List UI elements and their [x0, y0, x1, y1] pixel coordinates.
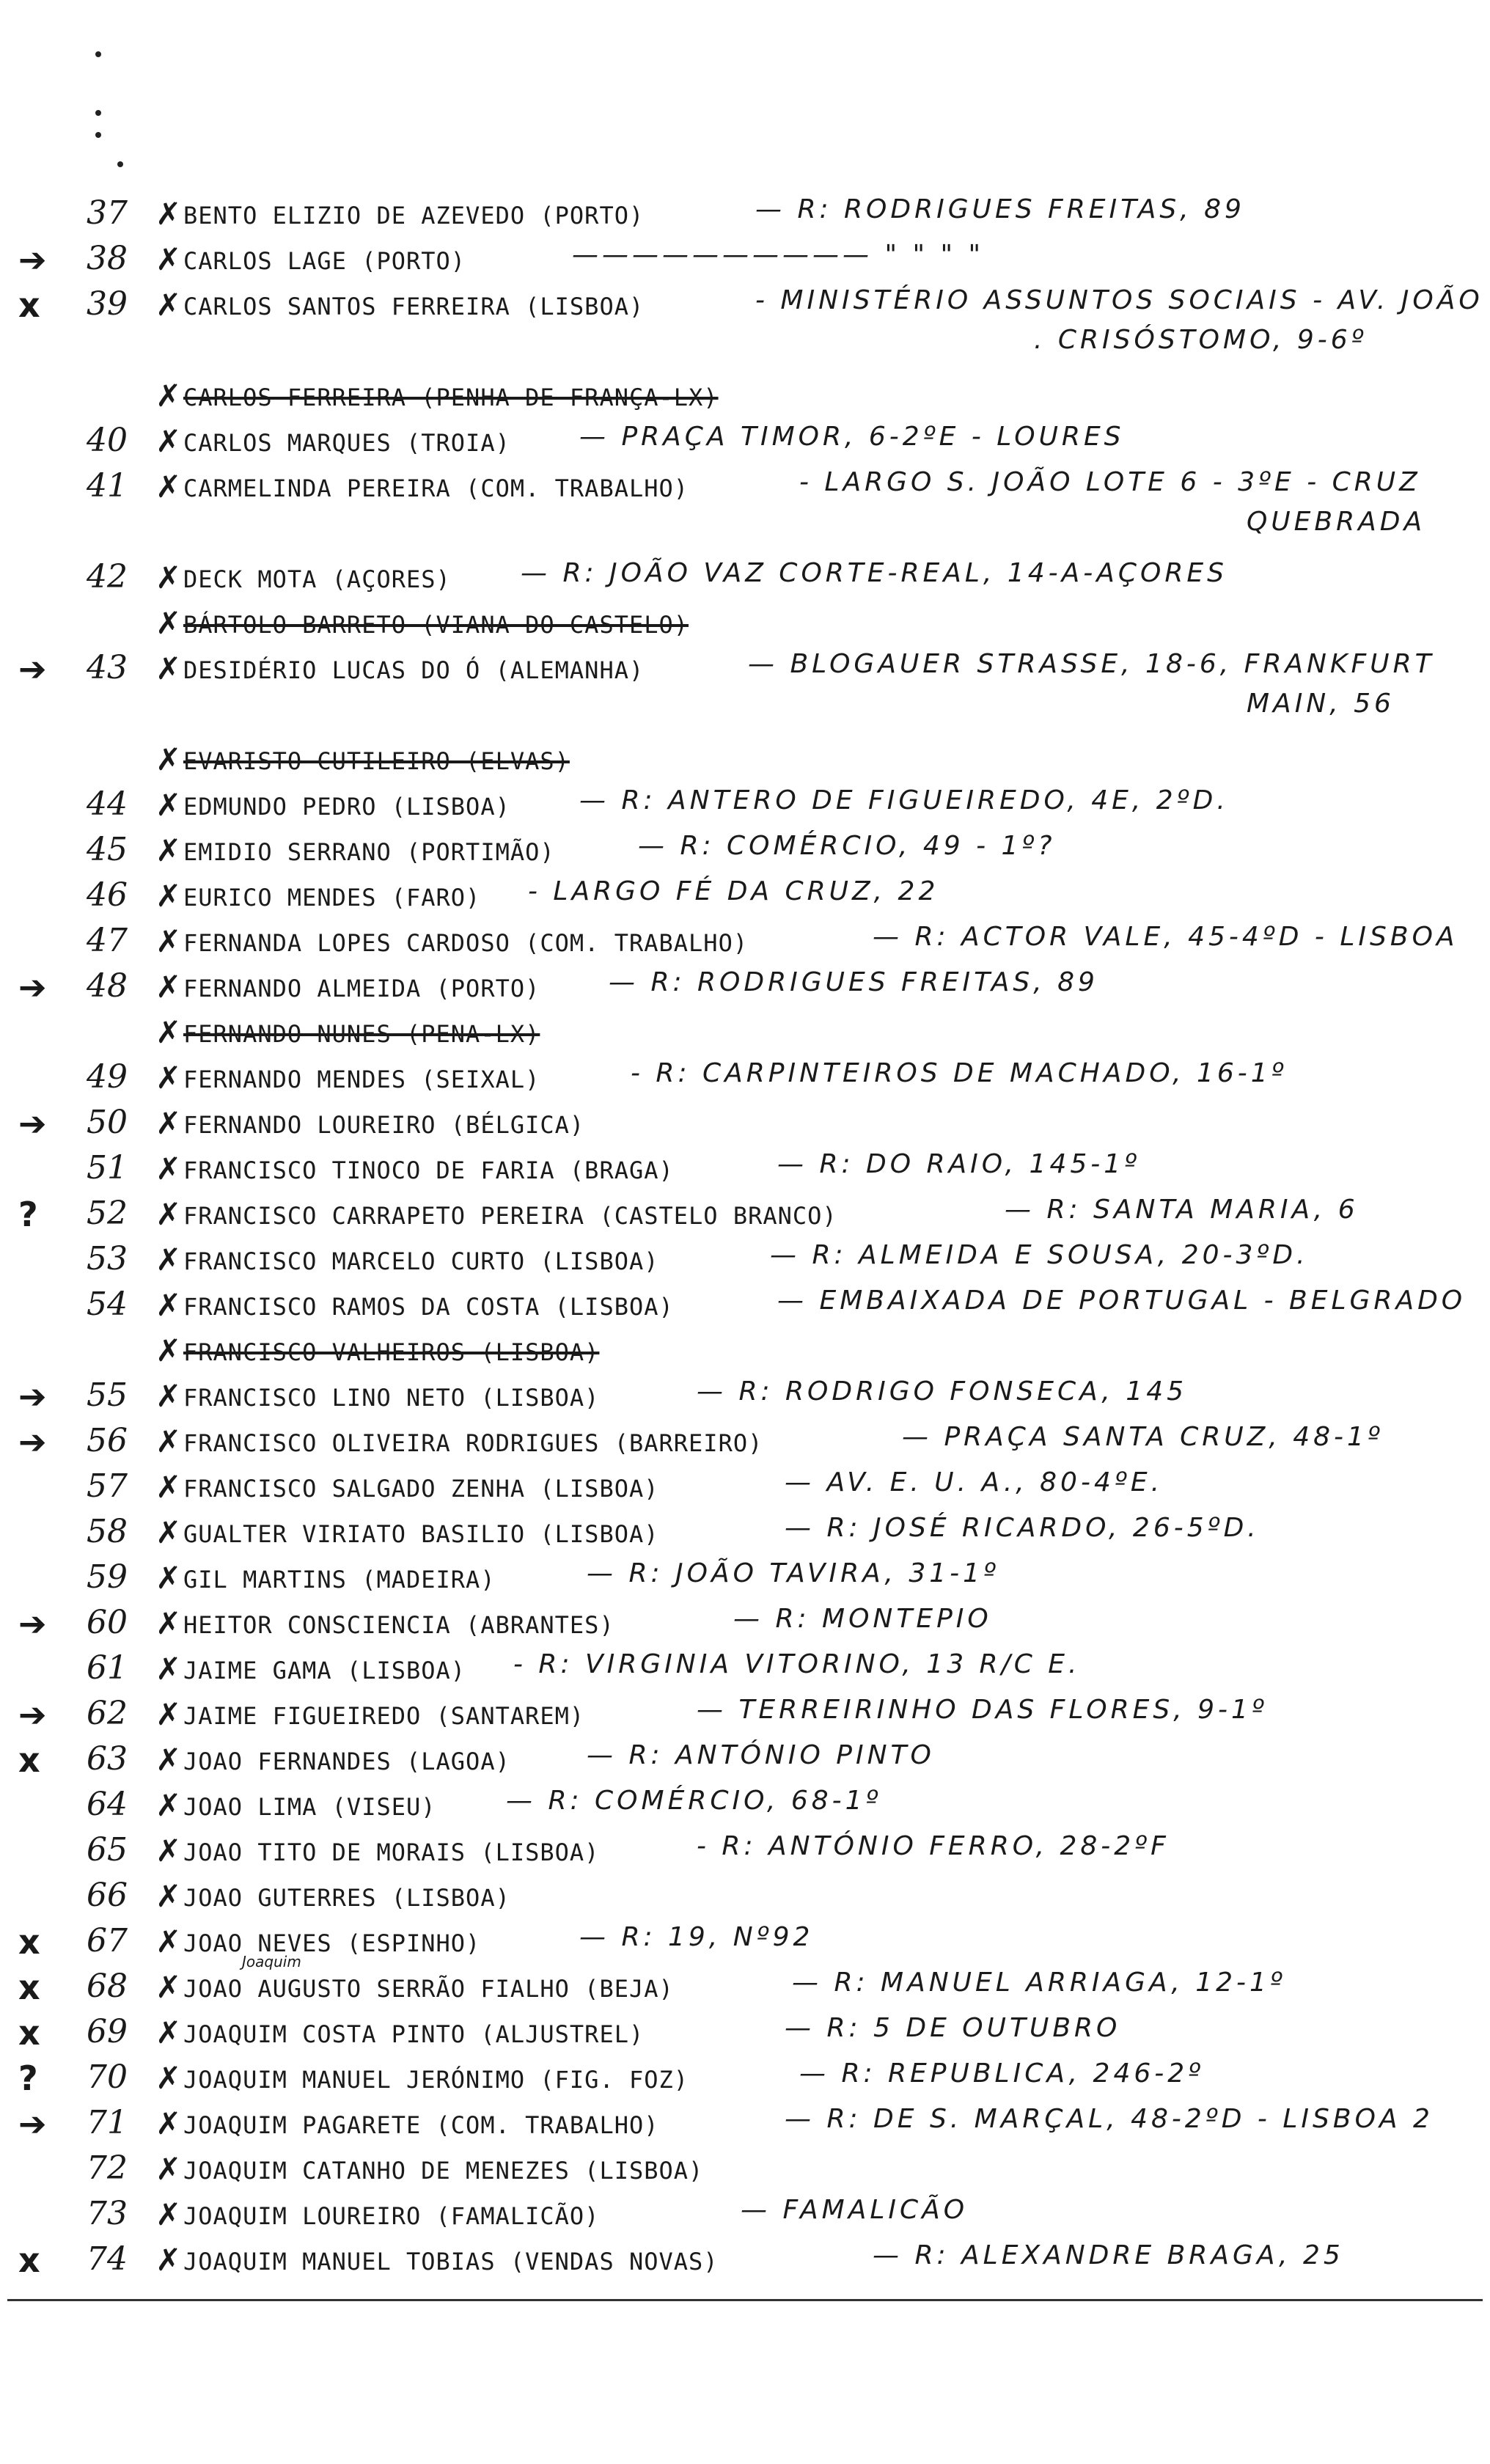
margin-arrow-icon: ➔ [18, 967, 47, 1007]
list-entry [0, 1286, 1490, 1330]
list-entry [0, 604, 1490, 648]
list-entry [0, 1877, 1490, 1921]
list-entry [0, 1604, 1490, 1648]
list-entry [0, 1422, 1490, 1466]
typed-name: JOAQUIM MANUEL JERÓNIMO (FIG. FOZ) [183, 2066, 689, 2094]
entry-number: 44 [87, 785, 128, 823]
typed-name: FRANCISCO VALHEIROS (LISBOA) [183, 1338, 600, 1366]
list-entry [0, 1649, 1490, 1693]
check-x-mark: ✗ [155, 2060, 182, 2096]
list-entry [0, 2240, 1490, 2284]
typed-name: HEITOR CONSCIENCIA (ABRANTES) [183, 1611, 614, 1639]
list-entry [0, 422, 1490, 466]
handwritten-address: — R: RODRIGO FONSECA, 145 [697, 1376, 1188, 1407]
typed-name: CARLOS SANTOS FERREIRA (LISBOA) [183, 293, 645, 320]
entry-number: 46 [87, 876, 128, 914]
check-x-mark: ✗ [155, 650, 182, 686]
margin-mark: ? [18, 1195, 38, 1234]
check-x-mark: ✗ [155, 2242, 182, 2278]
entry-number: 59 [87, 1558, 128, 1596]
check-x-mark: ✗ [155, 1787, 182, 1823]
typed-name: DESIDÉRIO LUCAS DO Ó (ALEMANHA) [183, 656, 645, 684]
entry-number: 74 [87, 2240, 128, 2278]
typed-name: FRANCISCO RAMOS DA COSTA (LISBOA) [183, 1293, 674, 1321]
handwritten-address: — R: ANTÓNIO PINTO [587, 1740, 935, 1770]
entry-number: 56 [87, 1422, 128, 1459]
check-x-mark: ✗ [155, 287, 182, 323]
check-x-mark: ✗ [155, 1560, 182, 1596]
handwritten-address: — R: DE S. MARÇAL, 48-2ºD - LISBOA 2 [785, 2104, 1434, 2134]
margin-mark: x [18, 2013, 40, 2053]
check-x-mark: ✗ [155, 2151, 182, 2187]
margin-arrow-icon: ➔ [18, 1695, 47, 1734]
typed-name: FERNANDO MENDES (SEIXAL) [183, 1066, 540, 1093]
check-x-mark: ✗ [155, 1969, 182, 2005]
check-x-mark: ✗ [155, 2105, 182, 2141]
check-x-mark: ✗ [155, 1196, 182, 1232]
check-x-mark: ✗ [155, 1151, 182, 1187]
check-x-mark: ✗ [155, 423, 182, 459]
list-entry [0, 1695, 1490, 1739]
typed-name: EURICO MENDES (FARO) [183, 884, 481, 912]
check-x-mark: ✗ [155, 469, 182, 505]
list-entry [0, 1104, 1490, 1148]
typed-name: GUALTER VIRIATO BASILIO (LISBOA) [183, 1520, 659, 1548]
entry-number: 42 [87, 558, 128, 595]
typed-name: FERNANDO NUNES (PENA-LX) [183, 1020, 540, 1048]
typed-name: JOAQUIM CATANHO DE MENEZES (LISBOA) [183, 2157, 704, 2185]
list-entry [0, 2104, 1490, 2148]
handwritten-address: — R: ALEXANDRE BRAGA, 25 [873, 2240, 1344, 2270]
check-x-mark: ✗ [155, 1105, 182, 1141]
margin-mark: x [18, 285, 40, 325]
typed-name: JOAO FERNANDES (LAGOA) [183, 1748, 510, 1775]
typed-name: JOAO AUGUSTO SERRÃO FIALHO (BEJA) [183, 1975, 674, 2003]
list-entry [0, 507, 1490, 557]
check-x-mark: ✗ [155, 1378, 182, 1414]
entry-number: 51 [87, 1149, 128, 1187]
handwritten-address: — BLOGAUER STRASSE, 18-6, FRANKFURT [748, 649, 1435, 679]
handwritten-address: — R: RODRIGUES FREITAS, 89 [755, 194, 1245, 224]
entry-number: 66 [87, 1877, 128, 1914]
list-entry [0, 2149, 1490, 2193]
entry-number: 72 [87, 2149, 128, 2187]
typed-name: BÁRTOLO BARRETO (VIANA DO CASTELO) [183, 611, 689, 639]
handwritten-address: — R: COMÉRCIO, 49 - 1º? [638, 831, 1056, 861]
typed-name: JOAQUIM LOUREIRO (FAMALICÃO) [183, 2202, 600, 2230]
check-x-mark: ✗ [155, 560, 182, 595]
typed-name: FERNANDO ALMEIDA (PORTO) [183, 975, 540, 1002]
typed-name: FRANCISCO OLIVEIRA RODRIGUES (BARREIRO) [183, 1429, 763, 1457]
typed-name: GIL MARTINS (MADEIRA) [183, 1566, 496, 1594]
check-x-mark: ✗ [155, 2196, 182, 2232]
list-entry [0, 967, 1490, 1011]
handwritten-address: — TERREIRINHO DAS FLORES, 9-1º [697, 1695, 1268, 1725]
list-entry [0, 740, 1490, 784]
entry-number: 71 [87, 2104, 128, 2141]
handwritten-address: — R: JOSÉ RICARDO, 26-5ºD. [785, 1513, 1260, 1543]
margin-mark: x [18, 1968, 40, 2007]
page-rule [7, 2299, 1483, 2301]
list-entry [0, 1376, 1490, 1420]
handwritten-address: — R: ANTERO DE FIGUEIREDO, 4E, 2ºD. [579, 785, 1229, 815]
handwritten-address: — R: MONTEPIO [733, 1604, 992, 1634]
list-entry [0, 1013, 1490, 1057]
handwritten-address: — R: ACTOR VALE, 45-4ºD - LISBOA [873, 922, 1458, 952]
entry-number: 73 [87, 2195, 128, 2232]
check-x-mark: ✗ [155, 1060, 182, 1096]
check-x-mark: ✗ [155, 1833, 182, 1869]
entry-number: 41 [87, 467, 128, 505]
check-x-mark: ✗ [155, 241, 182, 277]
typed-name: JAIME GAMA (LISBOA) [183, 1657, 466, 1684]
entry-number: 58 [87, 1513, 128, 1550]
typed-name: JOAQUIM PAGARETE (COM. TRABALHO) [183, 2111, 659, 2139]
typed-name: JOAO GUTERRES (LISBOA) [183, 1884, 510, 1912]
entry-number: 55 [87, 1376, 128, 1414]
entry-number: 49 [87, 1058, 128, 1096]
entry-number: 69 [87, 2013, 128, 2050]
check-x-mark: ✗ [155, 1605, 182, 1641]
typed-name: FRANCISCO TINOCO DE FARIA (BRAGA) [183, 1156, 674, 1184]
check-x-mark: ✗ [155, 2014, 182, 2050]
handwritten-address: — R: DO RAIO, 145-1º [777, 1149, 1141, 1179]
handwritten-address: — PRAÇA SANTA CRUZ, 48-1º [902, 1422, 1384, 1452]
typed-name: CARLOS FERREIRA (PENHA DE FRANÇA-LX) [183, 384, 719, 411]
margin-arrow-icon: ➔ [18, 2104, 47, 2144]
check-x-mark: ✗ [155, 1514, 182, 1550]
check-x-mark: ✗ [155, 1696, 182, 1732]
list-entry [0, 1149, 1490, 1193]
handwritten-address: — R: 19, Nº92 [579, 1922, 814, 1952]
typed-name: FERNANDO LOUREIRO (BÉLGICA) [183, 1111, 585, 1139]
check-x-mark: ✗ [155, 969, 182, 1005]
entry-number: 64 [87, 1786, 128, 1823]
handwritten-address: — PRAÇA TIMOR, 6-2ºE - LOURES [579, 422, 1125, 452]
handwritten-address: — EMBAIXADA DE PORTUGAL - BELGRADO [777, 1286, 1467, 1316]
margin-mark: x [18, 1740, 40, 1780]
handwritten-address: — R: JOÃO TAVIRA, 31-1º [587, 1558, 1000, 1588]
entry-number: 48 [87, 967, 128, 1005]
list-entry [0, 1740, 1490, 1784]
typed-name: EMIDIO SERRANO (PORTIMÃO) [183, 838, 555, 866]
entry-number: 67 [87, 1922, 128, 1959]
list-entry [0, 194, 1490, 238]
check-x-mark: ✗ [155, 1742, 182, 1778]
check-x-mark: ✗ [155, 878, 182, 914]
entry-number: 57 [87, 1467, 128, 1505]
check-x-mark: ✗ [155, 1924, 182, 1959]
handwritten-address: — R: REPUBLICA, 246-2º [799, 2058, 1205, 2089]
list-entry [0, 2013, 1490, 2057]
typed-name: FERNANDA LOPES CARDOSO (COM. TRABALHO) [183, 929, 749, 957]
handwritten-address: MAIN, 56 [1247, 689, 1395, 719]
typed-name: JOAO TITO DE MORAIS (LISBOA) [183, 1838, 600, 1866]
list-entry [0, 831, 1490, 875]
margin-mark: x [18, 2240, 40, 2280]
typed-name: EDMUNDO PEDRO (LISBOA) [183, 793, 510, 821]
handwritten-address: - R: CARPINTEIROS DE MACHADO, 16-1º [631, 1058, 1288, 1088]
margin-arrow-icon: ➔ [18, 240, 47, 279]
list-entry [0, 649, 1490, 693]
entry-number: 47 [87, 922, 128, 959]
list-entry [0, 1831, 1490, 1875]
list-entry [0, 2058, 1490, 2102]
handwritten-address: —————————— " " " " [572, 240, 985, 270]
list-entry [0, 240, 1490, 284]
typed-name: FRANCISCO SALGADO ZENHA (LISBOA) [183, 1475, 659, 1503]
entry-number: 62 [87, 1695, 128, 1732]
check-x-mark: ✗ [155, 1878, 182, 1914]
typed-name: FRANCISCO LINO NETO (LISBOA) [183, 1384, 600, 1412]
entry-number: 39 [87, 285, 128, 323]
check-x-mark: ✗ [155, 1423, 182, 1459]
list-entry [0, 1968, 1490, 2012]
margin-dot [95, 110, 101, 116]
list-entry [0, 285, 1490, 329]
handwritten-address: - R: ANTÓNIO FERRO, 28-2ºF [697, 1831, 1170, 1861]
entry-number: 38 [87, 240, 128, 277]
list-entry [0, 1195, 1490, 1239]
typed-name: JOAO NEVES (ESPINHO) [183, 1929, 481, 1957]
handwritten-address: - LARGO S. JOÃO LOTE 6 - 3ºE - CRUZ [799, 467, 1421, 497]
margin-arrow-icon: ➔ [18, 1376, 47, 1416]
handwritten-address: - LARGO FÉ DA CRUZ, 22 [528, 876, 939, 906]
margin-dot [95, 51, 101, 57]
margin-dot [95, 132, 101, 138]
handwritten-address: — R: 5 DE OUTUBRO [785, 2013, 1121, 2043]
handwritten-address: — R: JOÃO VAZ CORTE-REAL, 14-A-AÇORES [521, 558, 1227, 588]
typed-name: CARMELINDA PEREIRA (COM. TRABALHO) [183, 474, 689, 502]
entry-number: 65 [87, 1831, 128, 1869]
check-x-mark: ✗ [155, 378, 182, 414]
check-x-mark: ✗ [155, 605, 182, 641]
margin-mark: x [18, 1922, 40, 1962]
check-x-mark: ✗ [155, 1287, 182, 1323]
typed-name: JOAQUIM COSTA PINTO (ALJUSTREL) [183, 2020, 645, 2048]
margin-arrow-icon: ➔ [18, 1104, 47, 1143]
list-entry [0, 922, 1490, 966]
list-entry [0, 1240, 1490, 1284]
entry-number: 52 [87, 1195, 128, 1232]
entry-number: 50 [87, 1104, 128, 1141]
check-x-mark: ✗ [155, 741, 182, 777]
handwritten-annotation: Joaquim [242, 1953, 301, 1970]
handwritten-address: — AV. E. U. A., 80-4ºE. [785, 1467, 1164, 1497]
handwritten-address: . CRISÓSTOMO, 9-6º [1034, 325, 1368, 355]
margin-arrow-icon: ➔ [18, 1604, 47, 1643]
entry-number: 53 [87, 1240, 128, 1277]
typed-name: JOAQUIM MANUEL TOBIAS (VENDAS NOVAS) [183, 2248, 719, 2276]
list-entry [0, 785, 1490, 829]
handwritten-address: — FAMALICÃO [741, 2195, 969, 2225]
list-entry [0, 325, 1490, 375]
typed-name: DECK MOTA (AÇORES) [183, 565, 451, 593]
list-entry [0, 689, 1490, 738]
handwritten-address: — R: SANTA MARIA, 6 [1005, 1195, 1359, 1225]
entry-number: 43 [87, 649, 128, 686]
check-x-mark: ✗ [155, 1651, 182, 1687]
handwritten-address: — R: COMÉRCIO, 68-1º [506, 1786, 882, 1816]
check-x-mark: ✗ [155, 196, 182, 232]
list-entry [0, 1922, 1490, 1966]
list-entry [0, 1558, 1490, 1602]
list-entry [0, 558, 1490, 602]
list-entry [0, 376, 1490, 420]
handwritten-address: - MINISTÉRIO ASSUNTOS SOCIAIS - AV. JOÃO [755, 285, 1483, 315]
list-entry [0, 1058, 1490, 1102]
typed-name: FRANCISCO CARRAPETO PEREIRA (CASTELO BRANCO) [183, 1202, 837, 1230]
entry-number: 63 [87, 1740, 128, 1778]
list-entry [0, 876, 1490, 920]
entry-number: 45 [87, 831, 128, 868]
entry-number: 70 [87, 2058, 128, 2096]
entry-number: 68 [87, 1968, 128, 2005]
typed-name: CARLOS LAGE (PORTO) [183, 247, 466, 275]
list-entry [0, 467, 1490, 511]
handwritten-address: — R: RODRIGUES FREITAS, 89 [609, 967, 1098, 997]
entry-number: 40 [87, 422, 128, 459]
entry-number: 54 [87, 1286, 128, 1323]
handwritten-address: — R: MANUEL ARRIAGA, 12-1º [792, 1968, 1286, 1998]
list-entry [0, 2195, 1490, 2239]
typed-name: FRANCISCO MARCELO CURTO (LISBOA) [183, 1247, 659, 1275]
handwritten-address: — R: ALMEIDA E SOUSA, 20-3ºD. [770, 1240, 1309, 1270]
margin-dot [117, 161, 123, 167]
typed-name: JAIME FIGUEIREDO (SANTAREM) [183, 1702, 585, 1730]
entry-number: 60 [87, 1604, 128, 1641]
list-entry [0, 1513, 1490, 1557]
entry-number: 37 [87, 194, 128, 232]
list-entry [0, 1786, 1490, 1830]
list-entry [0, 1331, 1490, 1375]
margin-mark: ? [18, 2058, 38, 2098]
check-x-mark: ✗ [155, 1332, 182, 1368]
entry-number: 61 [87, 1649, 128, 1687]
typed-name: EVARISTO CUTILEIRO (ELVAS) [183, 747, 570, 775]
check-x-mark: ✗ [155, 1242, 182, 1277]
check-x-mark: ✗ [155, 787, 182, 823]
margin-arrow-icon: ➔ [18, 649, 47, 689]
typed-name: CARLOS MARQUES (TROIA) [183, 429, 510, 457]
check-x-mark: ✗ [155, 1469, 182, 1505]
check-x-mark: ✗ [155, 1014, 182, 1050]
check-x-mark: ✗ [155, 832, 182, 868]
handwritten-address: QUEBRADA [1247, 507, 1426, 537]
check-x-mark: ✗ [155, 923, 182, 959]
list-entry [0, 1467, 1490, 1511]
handwritten-address: - R: VIRGINIA VITORINO, 13 R/C E. [513, 1649, 1081, 1679]
typed-name: BENTO ELIZIO DE AZEVEDO (PORTO) [183, 202, 645, 230]
typed-name: JOAO LIMA (VISEU) [183, 1793, 436, 1821]
margin-arrow-icon: ➔ [18, 1422, 47, 1462]
